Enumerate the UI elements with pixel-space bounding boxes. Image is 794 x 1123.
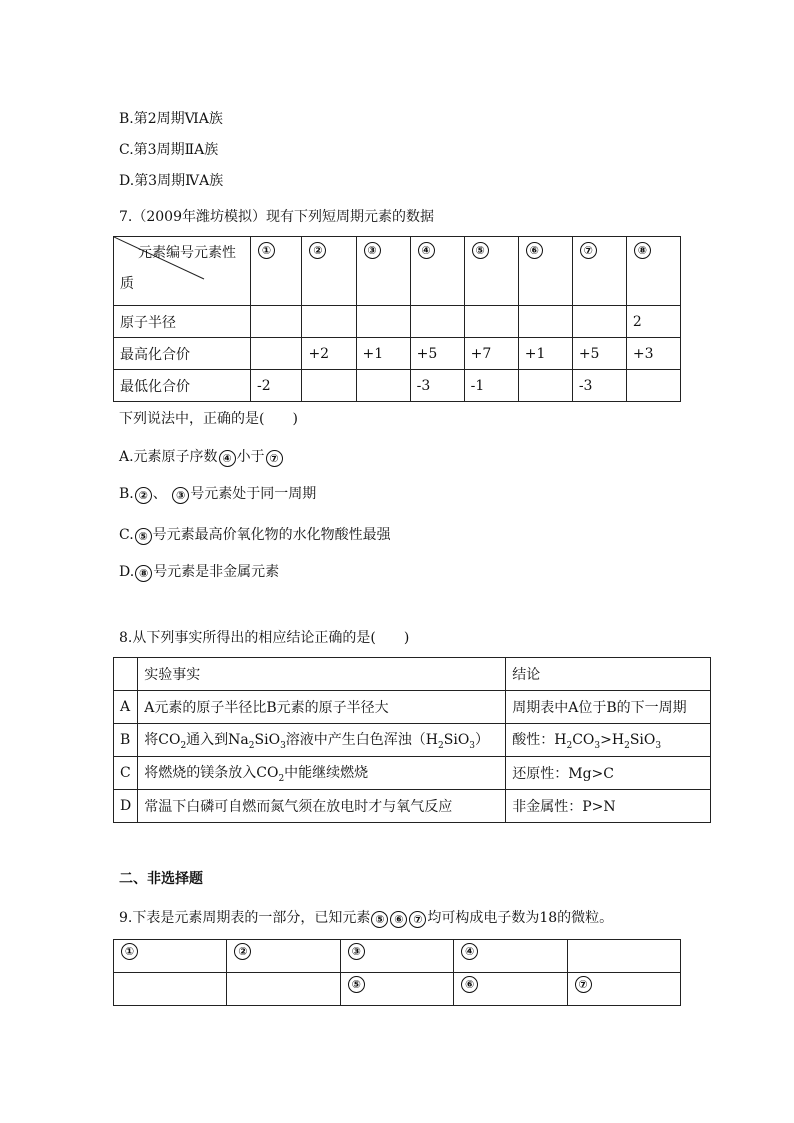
column-header-fact: 实验事实	[138, 658, 506, 691]
row-label: 最高化合价	[114, 338, 251, 370]
periodic-cell: ①	[114, 940, 227, 973]
q7-element-table	[113, 236, 681, 402]
row-key: A	[114, 691, 138, 724]
table-cell: +5	[410, 338, 464, 370]
row-key: C	[114, 757, 138, 790]
element-number: ③	[356, 237, 410, 306]
element-number: ①	[251, 237, 302, 306]
table-cell: -2	[251, 370, 302, 402]
table-cell	[251, 338, 302, 370]
periodic-cell	[114, 973, 227, 1006]
periodic-cell	[567, 940, 680, 973]
q7-option-a: A.元素原子序数 ④ 小于 ⑦	[119, 446, 284, 467]
table-cell: +7	[464, 338, 518, 370]
q9-stem: 9.下表是元素周期表的一部分，已知元素 ⑤ ⑥ ⑦ 均可构成电子数为18的微粒。	[119, 910, 614, 926]
row-key: B	[114, 724, 138, 757]
periodic-cell: ④	[454, 940, 567, 973]
diagonal-header-cell: 元素编号元素性 质	[114, 237, 251, 306]
conclusion-cell: 还原性：Mg>C	[506, 757, 711, 790]
table-cell	[302, 370, 356, 402]
table-cell: +3	[626, 338, 680, 370]
element-number: ⑤	[464, 237, 518, 306]
option-c-prev: C.第3周期ⅡA族	[119, 142, 219, 158]
table-cell	[302, 306, 356, 338]
table-cell	[356, 306, 410, 338]
periodic-cell: ③	[340, 940, 453, 973]
column-header-conclusion: 结论	[506, 658, 711, 691]
table-cell	[518, 370, 572, 402]
table-cell	[464, 306, 518, 338]
element-number: ④	[410, 237, 464, 306]
table-cell: -1	[464, 370, 518, 402]
table-cell	[572, 306, 626, 338]
table-cell	[356, 370, 410, 402]
table-cell	[518, 306, 572, 338]
section-heading: 二、非选择题	[119, 871, 203, 887]
row-key: D	[114, 790, 138, 823]
fact-cell: 将燃烧的镁条放入$CO_2$中能继续燃烧	[138, 757, 506, 790]
row-label: 最低化合价	[114, 370, 251, 402]
q7-option-c: C. ⑤ 号元素最高价氧化物的水化物酸性最强	[119, 527, 391, 543]
table-cell: +1	[518, 338, 572, 370]
q7-option-d: D. ⑧ 号元素是非金属元素	[119, 564, 280, 580]
option-b-prev: B.第2周期ⅥA族	[119, 111, 223, 127]
table-cell: +5	[572, 338, 626, 370]
q7-option-b: B. ② 、 ③ 号元素处于同一周期	[119, 486, 317, 502]
table-cell: +1	[356, 338, 410, 370]
element-number: ②	[302, 237, 356, 306]
table-cell	[410, 306, 464, 338]
periodic-cell	[227, 973, 340, 1006]
q8-fact-table	[113, 657, 711, 823]
periodic-cell: ⑦	[567, 973, 680, 1006]
fact-cell: 将$CO_2$通入到$Na_2SiO_3$溶液中产生白色浑浊$(H_2SiO_3)$	[138, 724, 506, 757]
element-number: ⑦	[572, 237, 626, 306]
option-d-prev: D.第3周期ⅣA族	[119, 173, 224, 189]
conclusion-cell: 酸性：$H_2CO_3>H_2SiO_3$	[506, 724, 711, 757]
q8-stem: 8.从下列事实所得出的相应结论正确的是( )	[119, 630, 410, 646]
q7-stem: 7.（2009年潍坊模拟）现有下列短周期元素的数据	[119, 209, 434, 225]
table-cell	[251, 306, 302, 338]
row-label: 原子半径	[114, 306, 251, 338]
element-number: ⑥	[518, 237, 572, 306]
table-cell: -3	[410, 370, 464, 402]
table-cell	[626, 370, 680, 402]
conclusion-cell: 周期表中A位于B的下一周期	[506, 691, 711, 724]
conclusion-cell: 非金属性：P>N	[506, 790, 711, 823]
periodic-cell: ⑥	[454, 973, 567, 1006]
fact-cell: A元素的原子半径比B元素的原子半径大	[138, 691, 506, 724]
element-number: ⑧	[626, 237, 680, 306]
q9-periodic-table	[113, 939, 681, 1006]
table-cell	[114, 658, 138, 691]
table-cell: +2	[302, 338, 356, 370]
periodic-cell: ⑤	[340, 973, 453, 1006]
periodic-cell: ②	[227, 940, 340, 973]
table-cell: -3	[572, 370, 626, 402]
table-cell: 2	[626, 306, 680, 338]
q7-ask: 下列说法中，正确的是( )	[119, 411, 298, 427]
fact-cell: 常温下白磷可自燃而氮气须在放电时才与氧气反应	[138, 790, 506, 823]
